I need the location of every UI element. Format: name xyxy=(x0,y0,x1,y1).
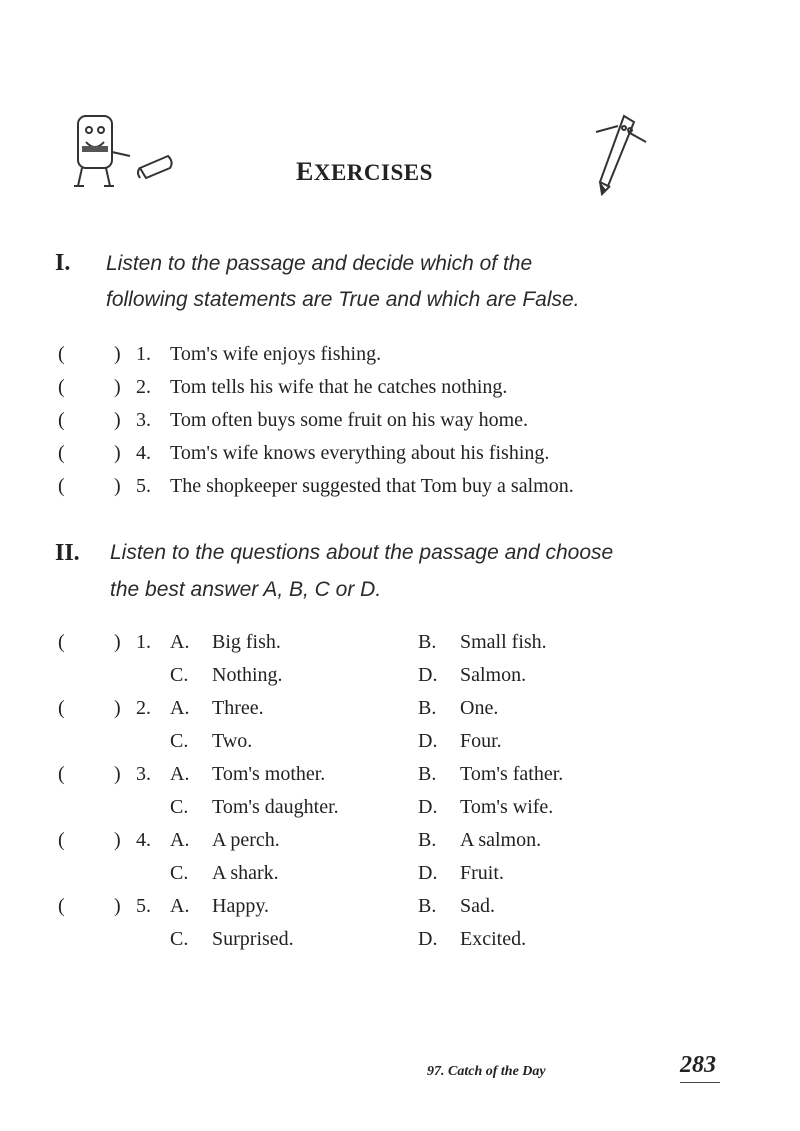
page-title: EXERCISES xyxy=(296,157,433,186)
option-a: A. Happy. xyxy=(170,895,270,917)
answer-blank-open[interactable]: ( xyxy=(58,376,65,398)
option-a: A. Three. xyxy=(170,697,264,719)
question-row-continued xyxy=(58,923,758,956)
answer-blank-open[interactable]: ( xyxy=(58,829,65,851)
option-c: C. Two. xyxy=(170,730,253,752)
option-d: D. Fruit. xyxy=(418,862,504,884)
question-row-continued xyxy=(58,791,758,824)
section-2-instruction-line1: Listen to the questions about the passage and choose xyxy=(110,541,614,564)
answer-blank-close: ) xyxy=(114,475,121,497)
option-a: A. Big fish. xyxy=(170,631,281,653)
option-c: C. Tom's daughter. xyxy=(170,796,339,818)
option-d: D. Salmon. xyxy=(418,664,527,686)
item-number: 5. xyxy=(136,475,151,497)
answer-blank-close: ) xyxy=(114,343,121,365)
tf-item xyxy=(58,404,758,437)
question-number: 1. xyxy=(136,631,151,653)
question-row-continued xyxy=(58,659,758,692)
item-text: Tom's wife enjoys fishing. xyxy=(170,343,382,365)
item-text: Tom's wife knows everything about his fishing. xyxy=(170,442,550,464)
tf-item xyxy=(58,371,758,404)
page-number: 283 xyxy=(680,1052,716,1078)
answer-blank-open[interactable]: ( xyxy=(58,697,65,719)
section-2-instruction-line2: the best answer A, B, C or D. xyxy=(110,578,382,601)
item-number: 4. xyxy=(136,442,151,464)
option-b: B. A salmon. xyxy=(418,829,542,851)
question-row xyxy=(58,824,758,857)
answer-blank-close: ) xyxy=(114,895,121,917)
question-row xyxy=(58,692,758,725)
question-row xyxy=(58,890,758,923)
option-b: B. Tom's father. xyxy=(418,763,564,785)
section-1-number: I. xyxy=(55,250,71,276)
section-1-instruction-line2: following statements are True and which are False. xyxy=(106,288,580,311)
option-d: D. Excited. xyxy=(418,928,527,950)
section-1-instruction-line1: Listen to the passage and decide which of the xyxy=(106,252,533,275)
question-number: 4. xyxy=(136,829,151,851)
option-a: A. Tom's mother. xyxy=(170,763,326,785)
answer-blank-close: ) xyxy=(114,376,121,398)
option-d: D. Four. xyxy=(418,730,502,752)
item-text: Tom often buys some fruit on his way home. xyxy=(170,409,528,431)
option-a: A. A perch. xyxy=(170,829,280,851)
answer-blank-close: ) xyxy=(114,697,121,719)
answer-blank-close: ) xyxy=(114,409,121,431)
item-number: 1. xyxy=(136,343,151,365)
true-false-list xyxy=(58,338,758,503)
question-number: 3. xyxy=(136,763,151,785)
option-b: B. Sad. xyxy=(418,895,495,917)
item-text: The shopkeeper suggested that Tom buy a salmon. xyxy=(170,475,574,497)
answer-blank-open[interactable]: ( xyxy=(58,631,65,653)
cartoon-pencil-illustration xyxy=(588,108,658,198)
question-row-continued xyxy=(58,857,758,890)
question-row xyxy=(58,758,758,791)
question-row-continued xyxy=(58,725,758,758)
footer-chapter-title: 97. Catch of the Day xyxy=(427,1064,546,1079)
answer-blank-open[interactable]: ( xyxy=(58,475,65,497)
option-c: C. A shark. xyxy=(170,862,279,884)
question-number: 5. xyxy=(136,895,151,917)
answer-blank-close: ) xyxy=(114,829,121,851)
item-number: 3. xyxy=(136,409,151,431)
answer-blank-open[interactable]: ( xyxy=(58,442,65,464)
page-number-rule xyxy=(680,1082,720,1083)
question-number: 2. xyxy=(136,697,151,719)
tf-item xyxy=(58,470,758,503)
option-c: C. Surprised. xyxy=(170,928,294,950)
option-b: B. One. xyxy=(418,697,499,719)
answer-blank-close: ) xyxy=(114,763,121,785)
item-text: Tom tells his wife that he catches nothing. xyxy=(170,376,508,398)
option-b: B. Small fish. xyxy=(418,631,547,653)
answer-blank-open[interactable]: ( xyxy=(58,763,65,785)
answer-blank-close: ) xyxy=(114,442,121,464)
answer-blank-close: ) xyxy=(114,631,121,653)
answer-blank-open[interactable]: ( xyxy=(58,343,65,365)
option-d: D. Tom's wife. xyxy=(418,796,554,818)
question-row xyxy=(58,626,758,659)
item-number: 2. xyxy=(136,376,151,398)
answer-blank-open[interactable]: ( xyxy=(58,895,65,917)
tf-item xyxy=(58,437,758,470)
tf-item xyxy=(58,338,758,371)
cartoon-robot-illustration xyxy=(68,112,188,197)
section-2-number: II. xyxy=(55,540,80,566)
option-c: C. Nothing. xyxy=(170,664,283,686)
answer-blank-open[interactable]: ( xyxy=(58,409,65,431)
multiple-choice-list xyxy=(58,626,758,956)
